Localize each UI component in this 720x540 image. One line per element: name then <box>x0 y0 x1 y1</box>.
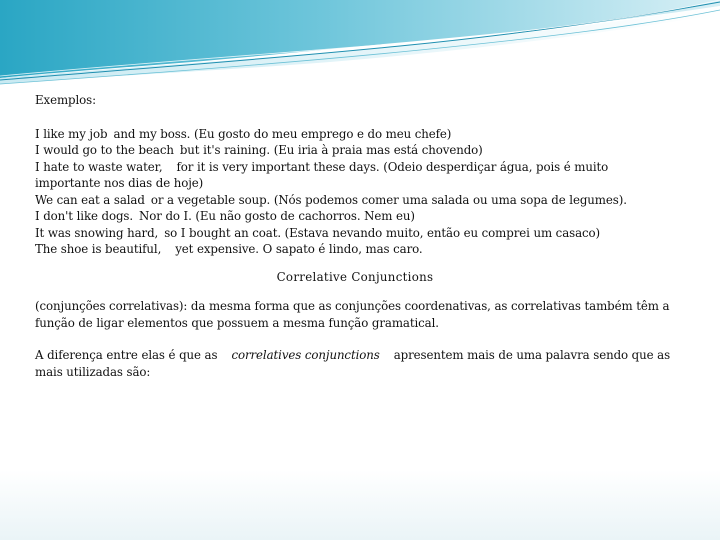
example-line: I like my job and my boss. (Eu gosto do meu emprego e do meu chefe) <box>35 126 452 141</box>
example-line: I don't like dogs. Nor do I. (Eu não gosto de cachorros. Nem eu) <box>35 209 415 223</box>
examples-list <box>35 126 675 258</box>
example-line: The shoe is beautiful, yet expensive. O sapato é lindo, mas caro. <box>35 242 423 256</box>
example-line: It was snowing hard, so I bought an coat. (Estava nevando muito, então eu comprei um casaco) <box>35 225 601 240</box>
spacer <box>35 331 675 347</box>
example-line: We can eat a salad or a vegetable soup. (Nós podemos comer uma salada ou uma sopa de legumes). <box>35 192 627 207</box>
paragraph-correlatives: (conjunções correlativas): da mesma forma que as conjunções coordenativas, as correlativas também têm a função de ligar elementos que possuem a mesma função gramatical. <box>35 299 670 330</box>
paragraph-difference: A diferença entre elas é que as correlatives conjunctions apresentem mais de uma palavra sendo que as mais utilizadas são: <box>35 348 671 379</box>
slide-content <box>35 90 675 380</box>
examples-heading: Exemplos: <box>35 93 96 107</box>
example-line: I would go to the beach but it's raining. (Eu iria à praia mas está chovendo) <box>35 143 483 157</box>
italic-term: correlatives conjunctions <box>231 348 380 362</box>
header-wave-banner <box>0 0 720 90</box>
example-line: I hate to waste water, for it is very important these days. (Odeio desperdiçar água, pois é muito importante nos dias de hoje) <box>35 159 609 190</box>
section-title: Correlative Conjunctions <box>276 269 434 284</box>
bottom-fade <box>0 470 720 540</box>
